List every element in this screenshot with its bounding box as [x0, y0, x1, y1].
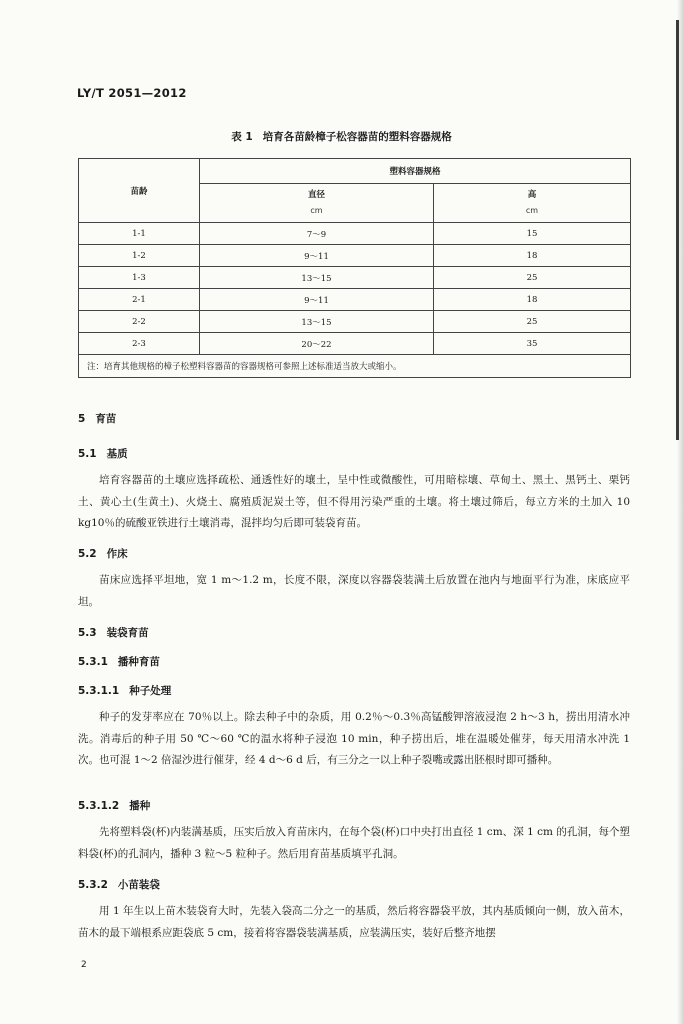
- paragraph-seed-treatment: 种子的发芽率应在 70％以上。除去种子中的杂质，用 0.2％～0.3％高锰酸钾溶液浸泡 2 h～3 h，捞出用清水冲洗。消毒后的种子用 50 ℃～60 ℃的温水将种子浸泡 10 min，种子捞出后，堆在温暖处催芽，每天用清水冲洗 1 次。也可混 1～2 倍湿沙进行催芽，经 4 d～6 d 后，有三分之一以上种子裂嘴或露出胚根时即可播种。: [78, 711, 630, 766]
- diameter-cell: 7～9: [200, 223, 434, 245]
- age-cell: 1-1: [79, 223, 200, 245]
- age-cell: 1-3: [79, 267, 200, 289]
- diameter-cell: 9～11: [200, 289, 434, 311]
- section-number: 5.3.1.2: [78, 800, 120, 812]
- table-row: [79, 311, 631, 333]
- height-cell: 25: [434, 267, 631, 289]
- age-cell: 2-3: [79, 333, 200, 355]
- page-number: 2: [81, 960, 87, 970]
- height-header: [434, 184, 631, 223]
- section-heading-5-1: [78, 446, 128, 461]
- section-heading-5-3-2: [78, 877, 160, 892]
- section-title: 作床: [106, 548, 128, 560]
- diameter-header: [200, 184, 434, 223]
- height-label: 高: [527, 190, 537, 200]
- section-heading-5-3-1-1: [78, 683, 171, 698]
- diameter-cell: 13～15: [200, 311, 434, 333]
- height-cell: 35: [434, 333, 631, 355]
- section-title: 基质: [106, 448, 128, 460]
- diameter-cell: 13～15: [200, 267, 434, 289]
- table-number: 表 1: [231, 131, 253, 143]
- diameter-cell: 9～11: [200, 245, 434, 267]
- section-number: 5.3: [78, 627, 97, 639]
- paragraph-substrate: 培育容器苗的土壤应选择疏松、通透性好的壤土，呈中性或微酸性，可用暗棕壤、草甸土、黑土、黑钙土、栗钙土、黄心土(生黄土)、火烧土、腐殖质泥炭土等，但不得用污染严重的土壤。将土壤过筛后，每立方米的土加入 10 kg10％的硫酸亚铁进行土壤消毒，混拌均匀后即可装袋育苗。: [78, 474, 630, 529]
- spec-group-header: 塑料容器规格: [200, 159, 631, 184]
- section-number: 5.3.1.1: [78, 685, 120, 697]
- table-row: [79, 245, 631, 267]
- age-header: 苗龄: [79, 159, 200, 223]
- height-cell: 15: [434, 223, 631, 245]
- document-code: LY/T 2051—2012: [77, 86, 187, 100]
- section-number: 5: [78, 413, 86, 425]
- section-heading-5: [78, 411, 116, 426]
- height-cell: 18: [434, 245, 631, 267]
- table-row: [79, 267, 631, 289]
- height-cell: 25: [434, 311, 631, 333]
- section-number: 5.3.1: [78, 656, 108, 668]
- age-cell: 2-2: [79, 311, 200, 333]
- section-heading-5-3-1-2: [78, 798, 150, 813]
- diameter-cell: 20～22: [200, 333, 434, 355]
- table-row: [79, 223, 631, 245]
- section-title: 小苗装袋: [117, 879, 160, 891]
- section-title: 装袋育苗: [106, 627, 149, 639]
- table-note: 注：培育其他规格的樟子松塑料容器苗的容器规格可参照上述标准适当放大或缩小。: [79, 355, 631, 378]
- section-heading-5-2: [78, 546, 128, 561]
- container-spec-table: [78, 158, 631, 378]
- section-title: 种子处理: [129, 685, 172, 697]
- section-number: 5.3.2: [78, 879, 108, 891]
- height-unit: cm: [525, 206, 539, 215]
- diameter-unit: cm: [310, 206, 323, 215]
- table-row: [79, 333, 631, 355]
- section-heading-5-3-1: [78, 654, 160, 669]
- section-title: 育苗: [95, 413, 117, 425]
- section-heading-5-3: [78, 625, 149, 640]
- table-caption: [0, 129, 683, 144]
- paragraph-seedling-bagging: 用 1 年生以上苗木装袋育大时，先装入袋高二分之一的基质，然后将容器袋平放，其内基质倾向一侧，放入苗木，苗木的最下端根系应距袋底 5 cm，接着将容器袋装满基质，应装满压实，装好后整齐地摆: [78, 905, 630, 939]
- scan-edge-mark: [676, 20, 679, 440]
- height-cell: 18: [434, 289, 631, 311]
- paragraph-sowing: 先将塑料袋(杯)内装满基质，压实后放入育苗床内，在每个袋(杯)口中央打出直径 1 cm、深 1 cm 的孔洞，每个塑料袋(杯)的孔洞内，播种 3 粒～5 粒种子。然后用育苗基质填平孔洞。: [78, 826, 630, 860]
- age-cell: 1-2: [79, 245, 200, 267]
- table-title: 培育各苗龄樟子松容器苗的塑料容器规格: [262, 131, 452, 143]
- diameter-label: 直径: [307, 190, 325, 200]
- section-number: 5.1: [78, 448, 97, 460]
- paragraph-bed-making: 苗床应选择平坦地，宽 1 m～1.2 m，长度不限，深度以容器袋装满土后放置在池内与地面平行为准，床底应平坦。: [78, 574, 630, 608]
- age-cell: 2-1: [79, 289, 200, 311]
- section-number: 5.2: [78, 548, 97, 560]
- section-title: 播种育苗: [117, 656, 160, 668]
- table-row: [79, 289, 631, 311]
- section-title: 播种: [129, 800, 151, 812]
